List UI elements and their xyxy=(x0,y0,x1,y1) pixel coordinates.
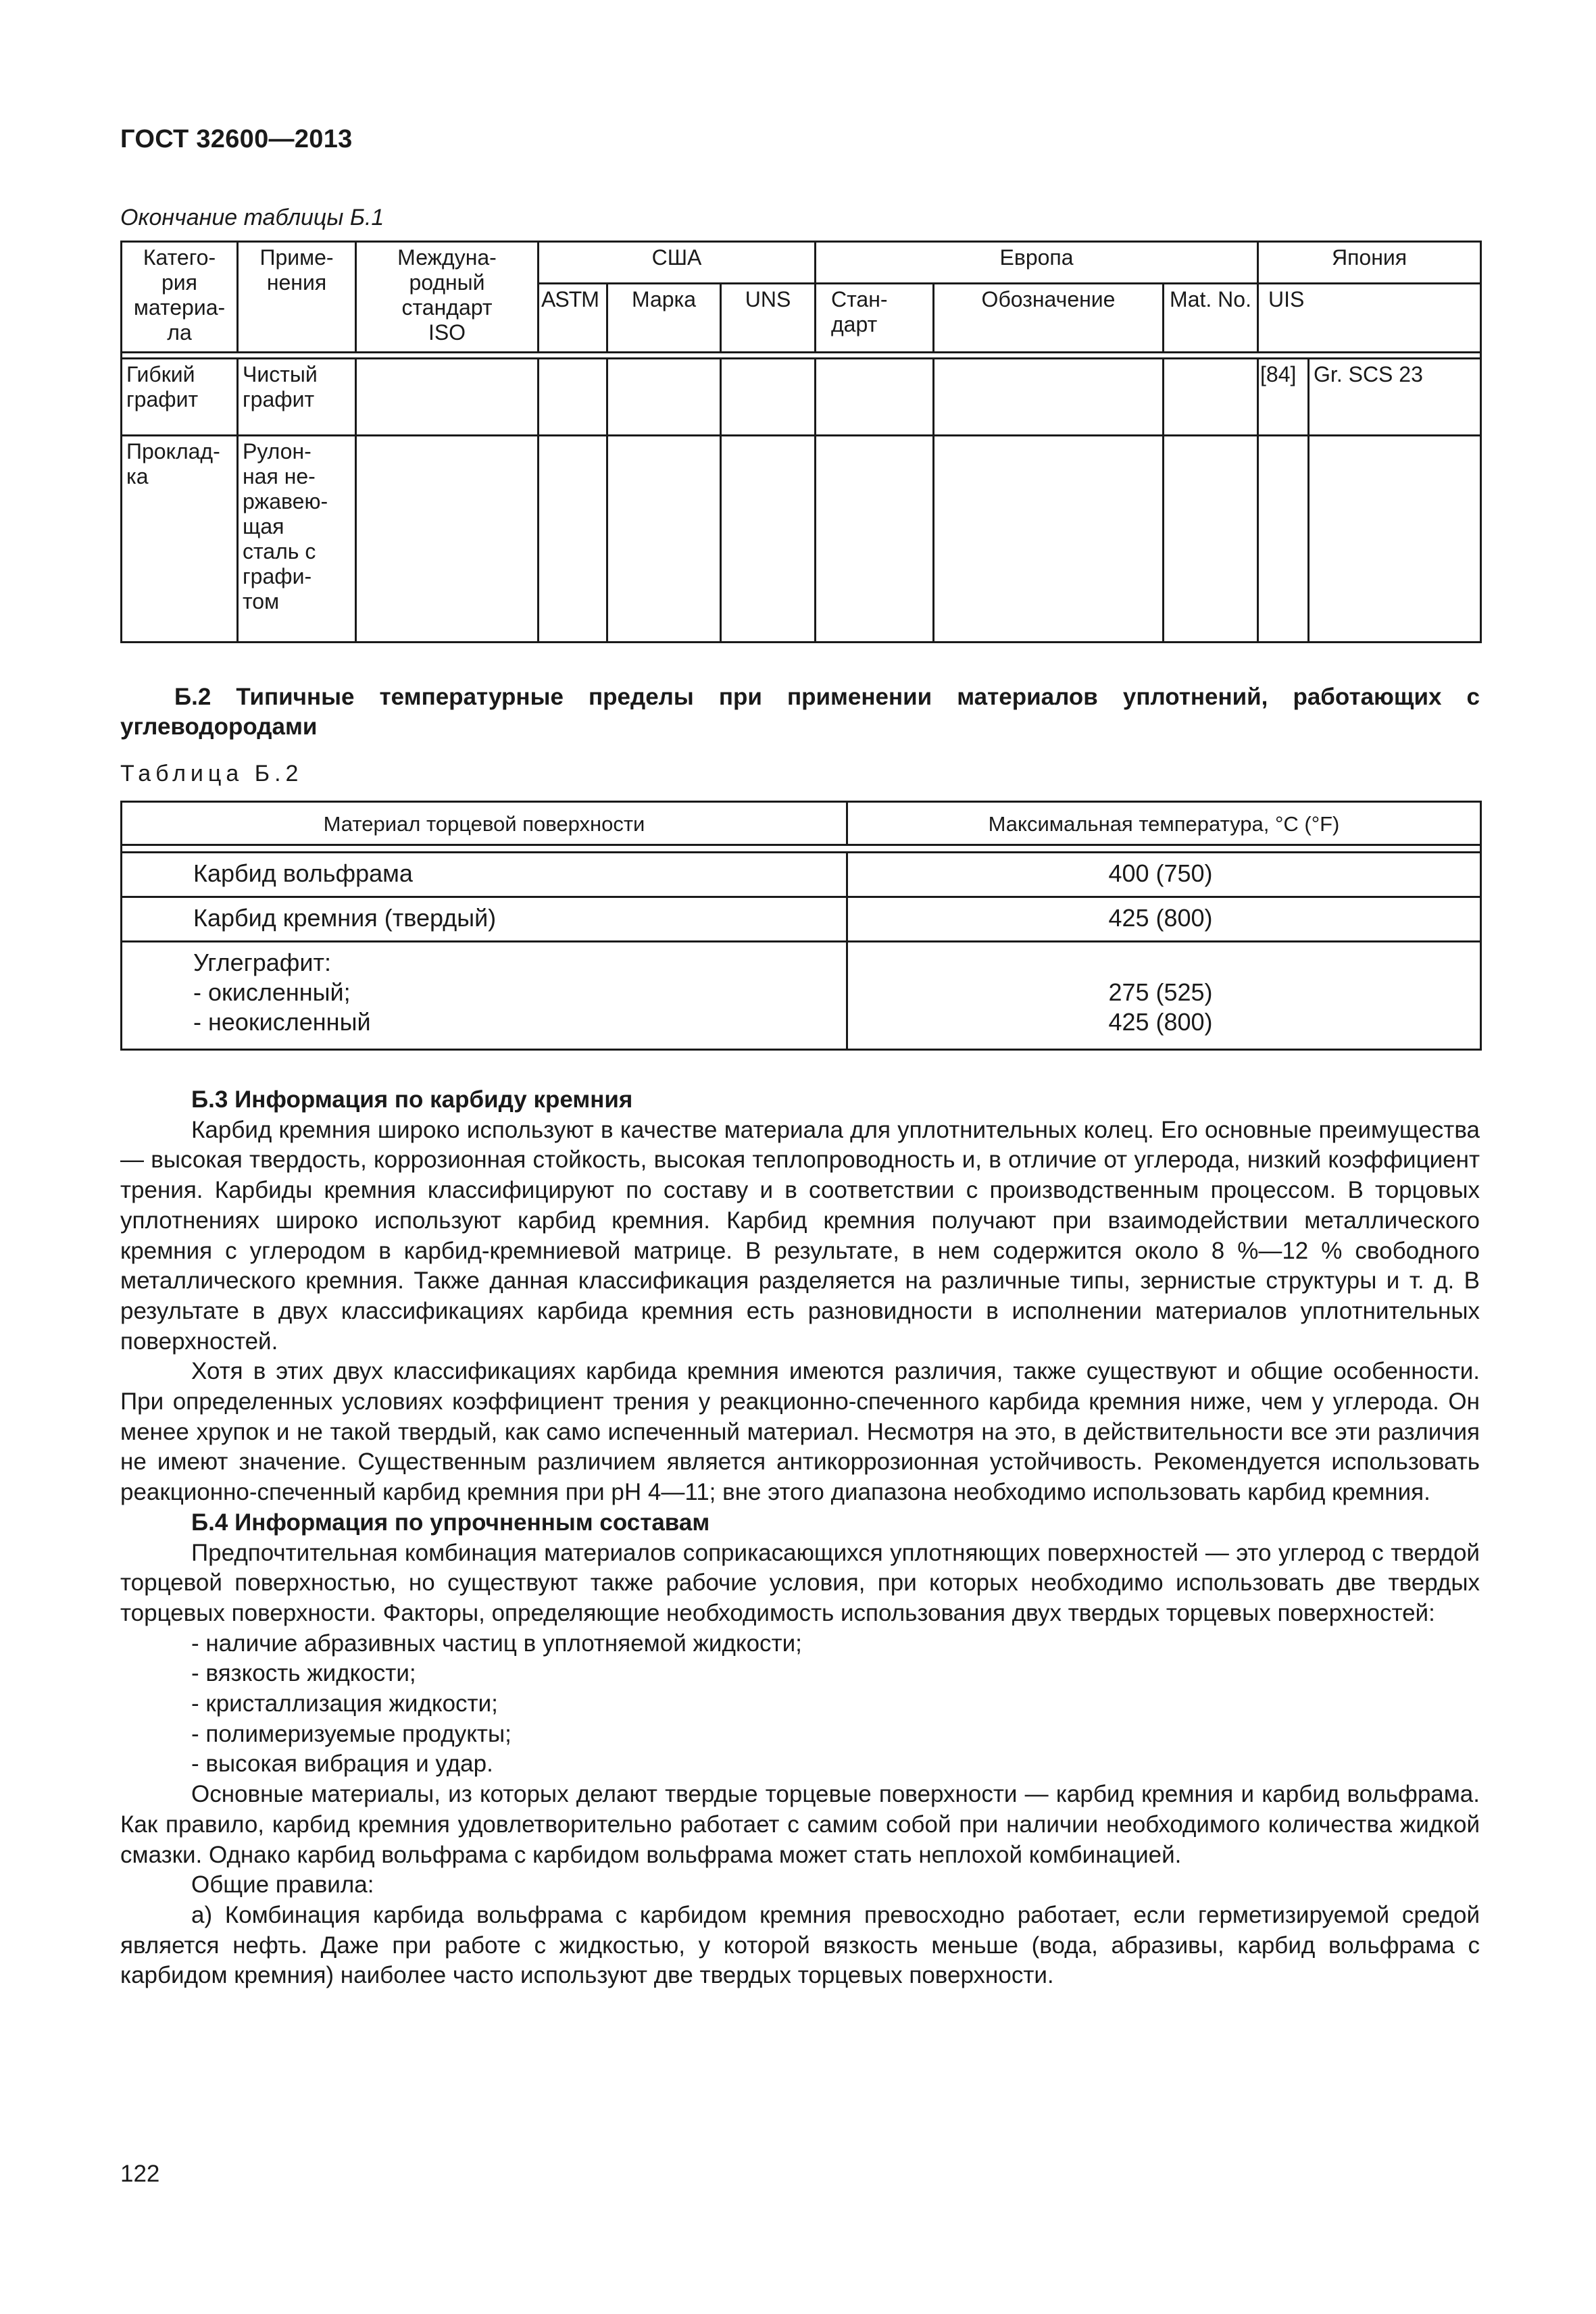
section-b3-title: Б.3 Информация по карбиду кремния xyxy=(191,1086,633,1113)
page-number: 122 xyxy=(120,2161,160,2187)
cell-jis-grade: Gr. SCS 23 xyxy=(1309,359,1481,436)
col-jis: UIS xyxy=(1258,284,1481,353)
cell-category: Проклад- ка xyxy=(122,436,238,643)
cell-temp: 425 (800) xyxy=(847,897,1481,942)
cell-material: Углеграфит: - окисленный; - неокисленный xyxy=(122,942,847,1050)
col-mark: Марка xyxy=(607,284,721,353)
list-item: - наличие абразивных частиц в уплотняемой жидкости; xyxy=(191,1630,802,1657)
body-text xyxy=(120,1085,1480,1991)
col-application: Приме- нения xyxy=(238,242,356,353)
list-item: - кристаллизация жидкости; xyxy=(191,1690,498,1717)
list-item: - вязкость жидкости; xyxy=(191,1660,416,1687)
table-row xyxy=(122,359,1481,436)
col-usa: США xyxy=(539,242,816,284)
cell-material: Карбид вольфрама xyxy=(122,853,847,897)
list-item: - высокая вибрация и удар. xyxy=(191,1751,493,1778)
header-divider xyxy=(122,845,1481,853)
paragraph: Общие правила: xyxy=(191,1871,374,1898)
cell-category: Гибкий графит xyxy=(122,359,238,436)
cell-jis-ref: [84] xyxy=(1258,359,1309,436)
table-row xyxy=(122,853,1481,897)
col-uns: UNS xyxy=(721,284,816,353)
paragraph: Карбид кремния широко используют в качестве материала для уплотнительных колец. Его основные преимущества — высокая твердость, коррозионная стойкость, высокая теплопроводность и, в отличие от углерода, низкий коэффициент трения. Карбиды кремния классифицируют по составу и в соответствии с производственным процессом. В торцовых уплотнениях широко используют карбид кремния. Карбид кремния получают при взаимодействии металлического кремния с углеродом в карбид-кремниевой матрице. В результате, в нем содержится около 8 %—12 % свободного металлического кремния. Также данная классификация разделяется на различные типы, зернистые структуры и т. д. В результате в двух классификациях карбида кремния есть разновидности в исполнении материалов уплотнительных поверхностей. xyxy=(120,1116,1480,1355)
cell-application: Рулон- ная не- ржавею- щая сталь с графи- том xyxy=(238,436,356,643)
paragraph: а) Комбинация карбида вольфрама с карбидом кремния превосходно работает, если герметизируемой средой является нефть. Даже при работе с жидкостью, у которой вязкость меньше (вода, абразивы, карбид вольфрама с карбидом кремния) наиболее часто используют две твердых торцевых поверхности. xyxy=(120,1901,1480,1989)
col-mat-no: Mat. No. xyxy=(1164,284,1258,353)
col-astm: ASTM xyxy=(539,284,607,353)
section-b4-title: Б.4 Информация по упрочненным составам xyxy=(191,1509,710,1536)
paragraph: Основные материалы, из которых делают твердые торцевые поверхности — карбид кремния и карбид вольфрама. Как правило, карбид кремния удовлетворительно работает с самим собой при наличии необходимого количества жидкой смазки. Однако карбид вольфрама с карбидом вольфрама может стать неплохой комбинацией. xyxy=(120,1781,1480,1868)
col-category: Катего- рия материа- ла xyxy=(122,242,238,353)
section-b2-title: Б.2 Типичные температурные пределы при применении материалов уплотнений, работающих с углеводородами xyxy=(120,684,1480,740)
col-japan: Япония xyxy=(1258,242,1481,284)
table-row xyxy=(122,436,1481,643)
col-max-temp: Максимальная температура, °С (°F) xyxy=(847,802,1481,845)
table-row xyxy=(122,897,1481,942)
col-designation: Обозначение xyxy=(934,284,1164,353)
paragraph: Хотя в этих двух классификациях карбида кремния имеются различия, также существуют и общие особенности. При определенных условиях коэффициент трения у реакционно-спеченного карбида кремния ниже, чем у углерода. Он менее хрупок и не такой твердый, как само испеченный материал. Несмотря на это, в действительности все эти различия не имеют значение. Существенным различием является антикоррозионная устойчивость. Рекомендуется использовать реакционно-спеченный карбид кремния при pH 4—11; вне этого диапазона необходимо использовать карбид кремния. xyxy=(120,1358,1480,1506)
cell-application: Чистый графит xyxy=(238,359,356,436)
col-standard: Стан- дарт xyxy=(816,284,934,353)
cell-material: Карбид кремния (твердый) xyxy=(122,897,847,942)
list-item: - полимеризуемые продукты; xyxy=(191,1720,512,1747)
cell-temp: 275 (525) 425 (800) xyxy=(847,942,1481,1050)
table-b2-label: Таблица Б.2 xyxy=(120,761,303,786)
table-b2 xyxy=(120,801,1482,1051)
cell-jis-grade xyxy=(1309,436,1481,643)
table-row xyxy=(122,942,1481,1050)
header-divider xyxy=(122,353,1481,359)
cell-jis-ref xyxy=(1258,436,1309,643)
document-number: ГОСТ 32600—2013 xyxy=(120,125,353,153)
col-material: Материал торцевой поверхности xyxy=(122,802,847,845)
table-caption: Окончание таблицы Б.1 xyxy=(120,205,384,230)
table-b1-end xyxy=(120,241,1482,643)
col-europe: Европа xyxy=(816,242,1258,284)
cell-temp: 400 (750) xyxy=(847,853,1481,897)
paragraph: Предпочтительная комбинация материалов соприкасающихся уплотняющих поверхностей — это углерод с твердой торцевой поверхностью, но существуют также рабочие условия, при которых необходимо использовать две твердых торцевых поверхности. Факторы, определяющие необходимость использования двух твердых торцевых поверхностей: xyxy=(120,1539,1480,1626)
col-iso: Междуна- родный стандарт ISO xyxy=(356,242,539,353)
